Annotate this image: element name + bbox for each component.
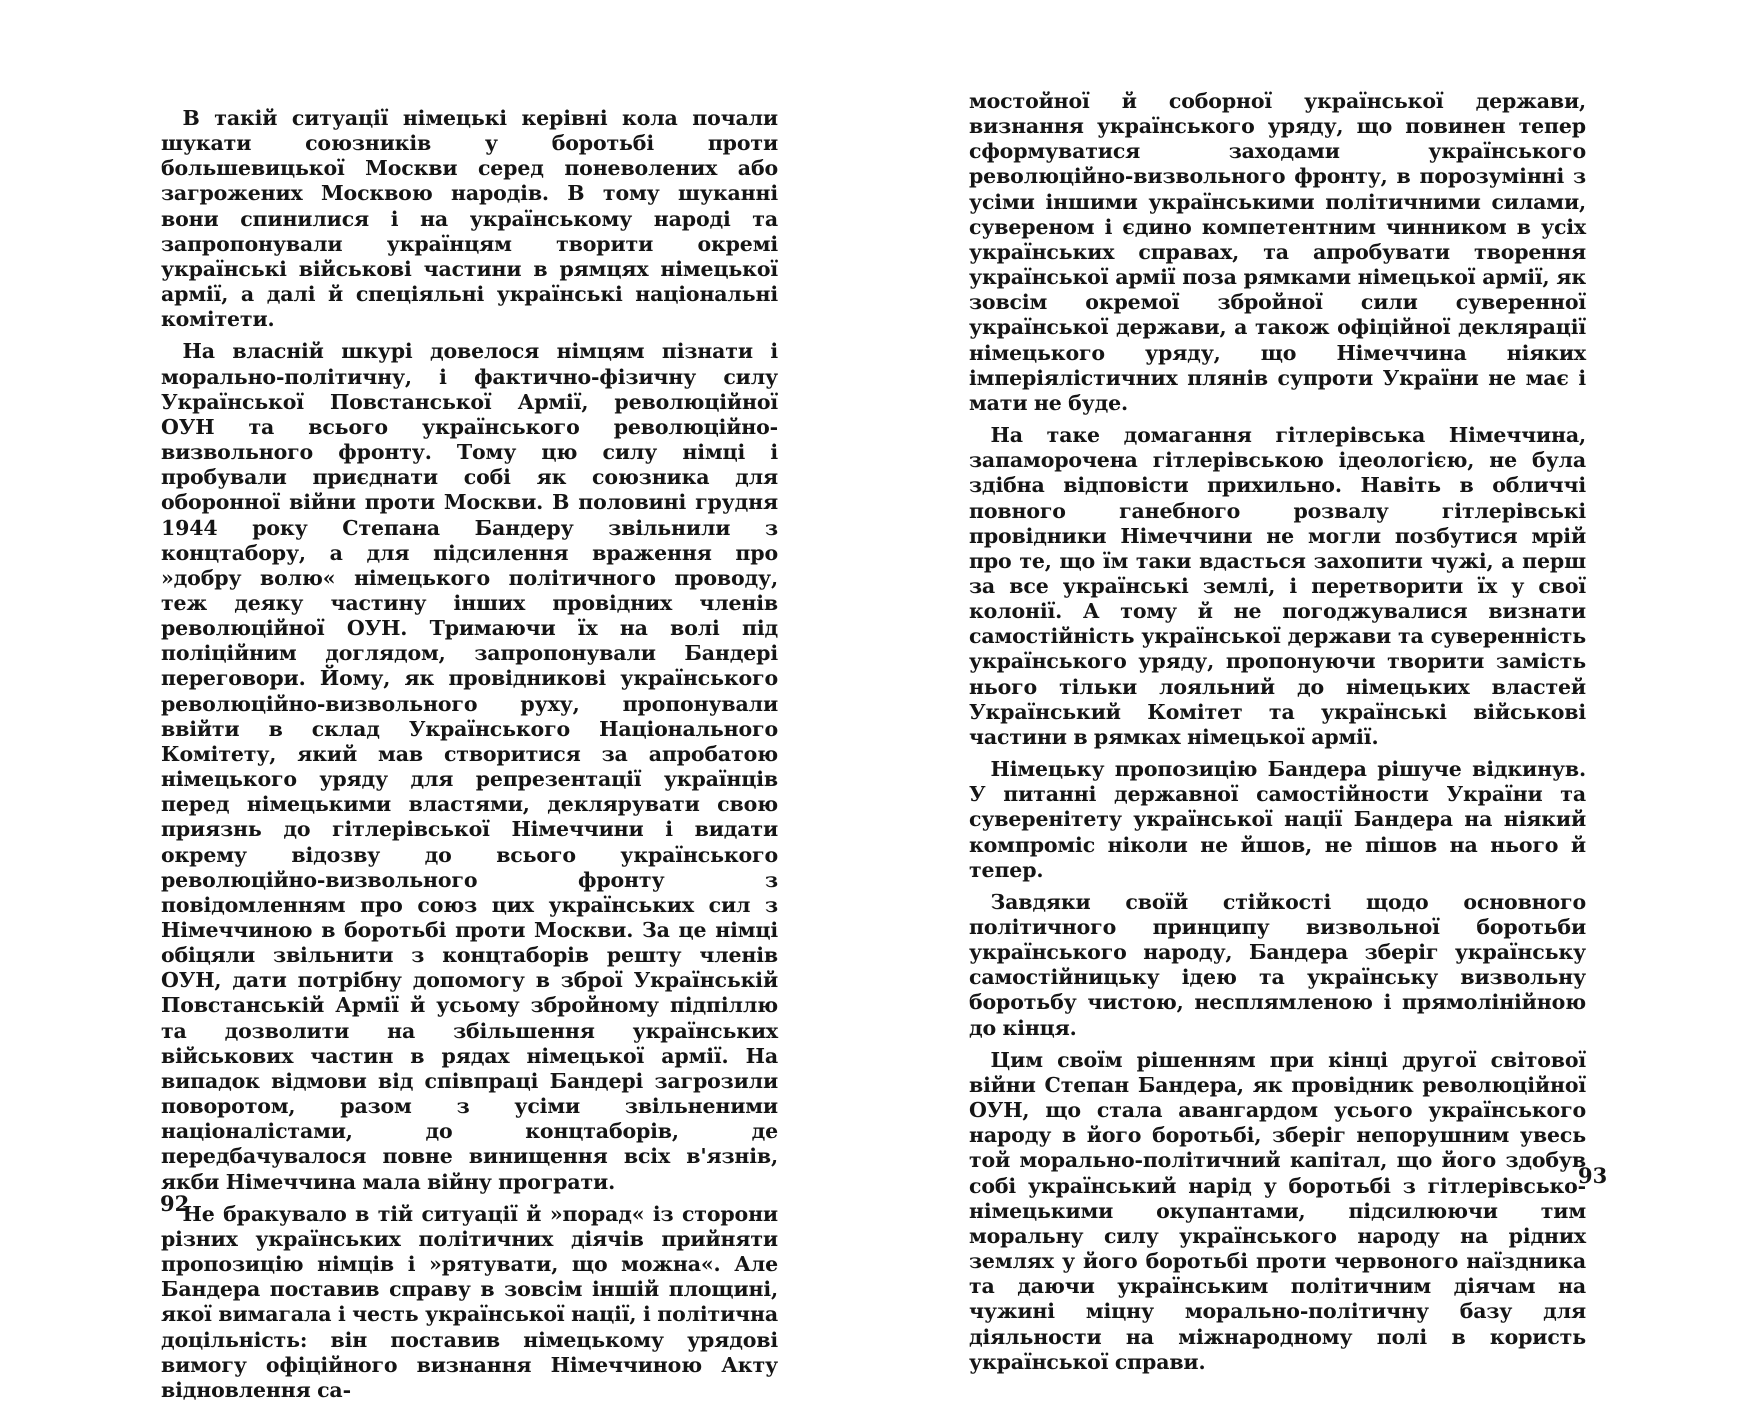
left-page-text bbox=[161, 106, 778, 1403]
page-number: 93 bbox=[1578, 1163, 1608, 1188]
paragraph: Німецьку пропозицію Бандера рішуче відкинув. У питанні державної самостійности України та суверенітету української нації Бандера на ніякий компроміс ніколи не йшов, не пішов на нього й тепер. bbox=[969, 757, 1586, 882]
paragraph-continuation: мостойної й соборної української держави, визнання українського уряду, що повинен тепер сформуватися заходами українського революційно-визвольного фронту, в порозумінні з усіми іншими українськими політичними силами, сувереном і єдино компетентним чинником в усіх українських справах, та апробувати творення української армії поза рямками німецької армії, як зовсім окремої збройної сили суверенної української держави, а також офіційної деклярації німецького уряду, що Німеччина ніяких імперіялістичних плянів супроти України не має і мати не буде. bbox=[969, 89, 1586, 415]
paragraph: В такій ситуації німецькі керівні кола почали шукати союзників у боротьбі проти большевицької Москви серед поневолених або загрожених Москвою народів. В тому шуканні вони спинилися і на українському народі та запропонували українцям творити окремі українські військові частини в рямцях німецької армії, а далі й спеціяльні українські національні комітети. bbox=[161, 106, 778, 332]
paragraph: Цим своїм рішенням при кінці другої світової війни Степан Бандера, як провідник революційної ОУН, що стала авангардом усього українського народу в його боротьбі, зберіг непорушним увесь той морально-політичний капітал, що його здобув собі український нарід у боротьбі з гітлерівсько-німецькими окупантами, підсилюючи тим моральну силу українського народу на рідних землях у його боротьбі проти червоного наїздника та даючи українським політичним діячам на чужині міцну морально-політичну базу для діяльности на міжнародному полі в користь української справи. bbox=[969, 1047, 1586, 1374]
paragraph: На власній шкурі довелося німцям пізнати і морально-політичну, і фактично-фізичну силу Української Повстанської Армії, революційної ОУН та всього українського революційно-визвольного фронту. Тому цю силу німці і пробували приєднати собі як союзника для оборонної війни проти Москви. В половині грудня 1944 року Степана Бандеру звільнили з концтабору, а для підсилення враження про »добру волю« німецького політичного проводу, теж деяку частину інших провідних членів революційної ОУН. Тримаючи їх на волі під поліційним доглядом, запропонували Бандері переговори. Йому, як провідникові українського революційно-визвольного руху, пропонували ввійти в склад Українського Національного Комітету, який мав створитися за апробатою німецького уряду для репрезентації українців перед німецькими властями, деклярувати свою приязнь до гітлерівської Німеччини і видати окрему відозву до всього українського революційно-визвольного фронту з повідомленням про союз цих українських сил з Німеччиною в боротьбі проти Москви. За це німці обіцяли звільнити з концтаборів решту членів ОУН, дати потрібну допомогу в зброї Українській Повстанській Армії й усьому збройному підпіллю та дозволити на збільшення українських військових частин в рядах німецької армії. На випадок відмови від співпраці Бандері загрозили поворотом, разом з усіми звільненими націоналістами, до концтаборів, де передбачувалося повне винищення всіх в'язнів, якби Німеччина мала війну програти. bbox=[161, 339, 778, 1194]
page-number: 92 bbox=[160, 1191, 190, 1216]
left-page bbox=[0, 0, 877, 1402]
paragraph: Не бракувало в тій ситуації й »порад« із сторони різних українських політичних діячів прийняти пропозицію німців і »рятувати, що можна«. Але Бандера поставив справу в зовсім іншій площині, якої вимагала і честь української нації, і політична доцільність: він поставив німецькому урядові вимогу офіційного визнання Німеччиною Акту відновлення са- bbox=[161, 1201, 778, 1402]
right-page-text bbox=[969, 89, 1586, 1375]
paragraph: На таке домагання гітлерівська Німеччина, запаморочена гітлерівською ідеологією, не була здібна відповісти прихильно. Навіть в обличчі повного ганебного розвалу гітлерівські провідники Німеччини не могли позбутися мрій про те, що їм таки вдасться захопити чужі, а перш за все українські землі, і перетворити їх у свої колонії. А тому й не погоджувалися визнати самостійність української держави та суверенність українського уряду, пропонуючи творити замість нього тільки лояльний до німецьких властей Український Комітет та українські військові частини в рямках німецької армії. bbox=[969, 423, 1586, 749]
right-page bbox=[877, 0, 1754, 1374]
paragraph: Завдяки своїй стійкості щодо основного політичного принципу визвольної боротьби українського народу, Бандера зберіг українську самостійницьку ідею та українську визвольну боротьбу чистою, несплямленою і прямолінійною до кінця. bbox=[969, 889, 1586, 1040]
